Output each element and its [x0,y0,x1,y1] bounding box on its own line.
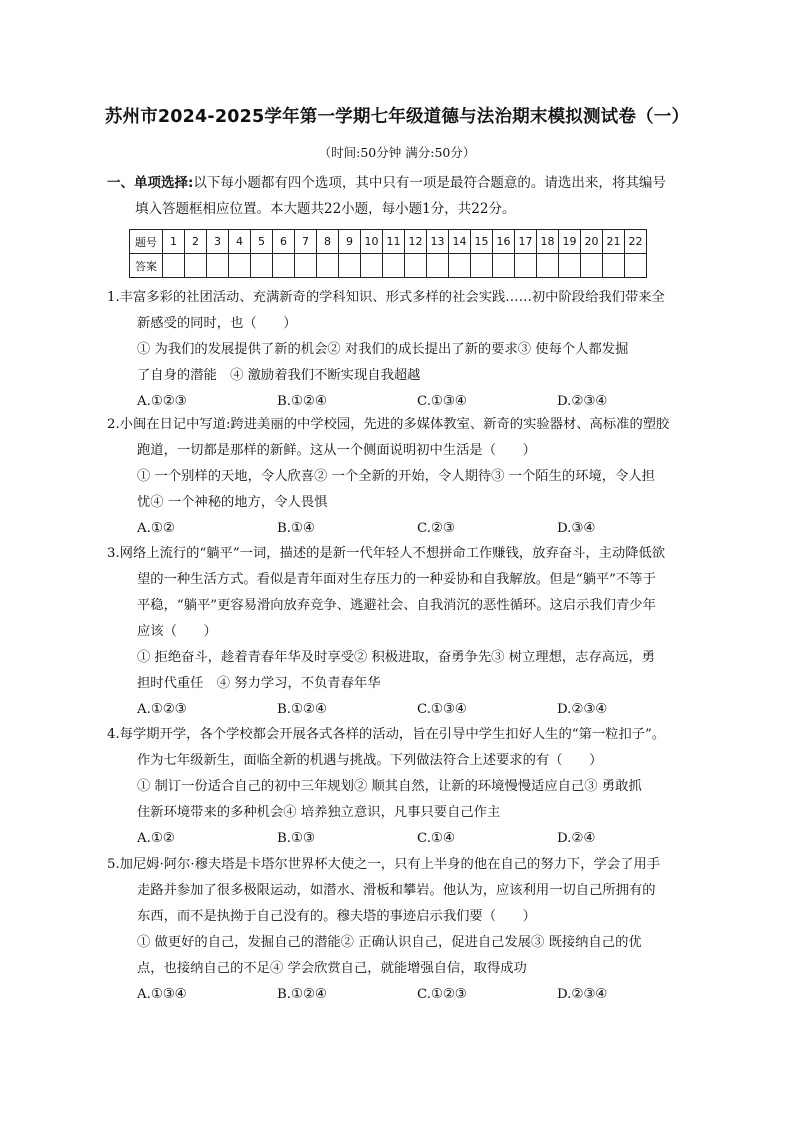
option-a[interactable]: A.①③④ [137,987,187,1002]
section-text-1: 以下每小题都有四个选项，其中只有一项是最符合题意的。请选出来，将其编号 [193,175,666,191]
question-3 [107,541,697,723]
answer-cell-19[interactable] [559,254,581,278]
question-text-line: 望的一种生活方式。看似是青年面对生存压力的一种妥协和自我解放。但是“躺平”不等于 [137,572,656,587]
section-heading: 一、单项选择: [107,175,194,191]
answer-grid-number-4: 4 [229,230,251,254]
answer-cell-1[interactable] [163,254,185,278]
answer-options [107,697,697,723]
question-statement-line: ① 做更好的自己，发掘自己的潜能② 正确认识自己，促进自己发展③ 既接纳自己的优 [137,935,642,950]
option-d[interactable]: D.②③④ [557,987,608,1002]
answer-grid-number-12: 12 [405,230,427,254]
answer-grid-number-15: 15 [471,230,493,254]
question-statement-line: 了自身的潜能 ④ 激励着我们不断实现自我超越 [137,368,421,383]
question-text-line: 走路并参加了很多极限运动，如潜水、滑板和攀岩。他认为，应该利用一切自己所拥有的 [137,883,656,898]
answer-cell-9[interactable] [339,254,361,278]
option-b[interactable]: B.①②④ [277,987,327,1002]
answer-grid-number-1: 1 [163,230,185,254]
answer-grid-number-21: 21 [603,230,625,254]
answer-cell-3[interactable] [207,254,229,278]
answer-cell-11[interactable] [383,254,405,278]
option-b[interactable]: B.①③ [277,831,315,846]
option-c[interactable]: C.①③④ [417,394,467,409]
answer-cell-16[interactable] [493,254,515,278]
answer-cell-13[interactable] [427,254,449,278]
answer-cell-14[interactable] [449,254,471,278]
answer-grid-number-19: 19 [559,230,581,254]
option-c[interactable]: C.②③ [417,521,455,536]
answer-grid-number-row [130,230,647,254]
question-text-line: 作为七年级新生，面临全新的机遇与挑战。下列做法符合上述要求的有（ ） [137,753,603,768]
answer-cell-10[interactable] [361,254,383,278]
question-text-line: 跑道，一切都是那样的新鲜。这从一个侧面说明初中生活是（ ） [137,443,536,458]
question-statement-line: ① 为我们的发展提供了新的机会② 对我们的成长提出了新的要求③ 使每个人都发掘 [137,342,629,357]
section-text-2: 填入答题框相应位置。本大题共22小题，每小题1分，共22分。 [135,201,516,217]
option-a[interactable]: A.①②③ [137,702,187,717]
option-b[interactable]: B.①④ [277,521,315,536]
option-d[interactable]: D.③④ [557,521,596,536]
answer-cell-7[interactable] [295,254,317,278]
option-c[interactable]: C.①②③ [417,987,467,1002]
question-text-line: 5.加尼姆·阿尔·穆夫塔是卡塔尔世界杯大使之一，只有上半身的他在自己的努力下，学会了用手 [107,857,661,872]
question-text-line: 东西，而不是执拗于自己没有的。穆夫塔的事迹启示我们要（ ） [137,909,536,924]
question-1 [107,285,697,415]
question-text-line: 1.丰富多彩的社团活动、充满新奇的学科知识、形式多样的社会实践……初中阶段给我们带来全 [107,290,665,305]
option-a[interactable]: A.①② [137,521,175,536]
answer-grid-answer-row [130,254,647,278]
question-text-line: 新感受的同时，也（ ） [137,316,297,331]
answer-grid-number-20: 20 [581,230,603,254]
answer-grid-answer-label: 答案 [130,254,163,278]
question-2 [107,412,697,542]
answer-grid-number-10: 10 [361,230,383,254]
answer-grid-number-18: 18 [537,230,559,254]
answer-cell-8[interactable] [317,254,339,278]
answer-cell-2[interactable] [185,254,207,278]
answer-grid-number-14: 14 [449,230,471,254]
answer-grid-number-6: 6 [273,230,295,254]
question-5 [107,852,697,1008]
answer-grid-number-3: 3 [207,230,229,254]
option-a[interactable]: A.①② [137,831,175,846]
answer-cell-20[interactable] [581,254,603,278]
question-text-line: 应该（ ） [137,624,217,639]
page-title: 苏州市2024-2025学年第一学期七年级道德与法治期末模拟测试卷（一） [104,107,690,127]
answer-grid-number-5: 5 [251,230,273,254]
question-statement-line: 担时代重任 ④ 努力学习，不负青春年华 [137,676,381,691]
question-statement-line: ① 拒绝奋斗，趁着青春年华及时享受② 积极进取，奋勇争先③ 树立理想，志存高远，勇 [137,650,655,665]
option-d[interactable]: D.②④ [557,831,596,846]
question-statement-line: 点，也接纳自己的不足④ 学会欣赏自己，就能增强自信，取得成功 [137,961,527,976]
answer-cell-18[interactable] [537,254,559,278]
section-instructions [107,170,697,222]
answer-cell-4[interactable] [229,254,251,278]
answer-cell-5[interactable] [251,254,273,278]
question-text-line: 2.小闽在日记中写道:跨进美丽的中学校园，先进的多媒体教室、新奇的实验器材、高标准的塑胶 [107,417,670,432]
question-statement-line: 忧④ 一个神秘的地方，令人畏惧 [137,495,328,510]
answer-grid-number-22: 22 [625,230,647,254]
answer-options [107,826,697,852]
answer-grid-number-17: 17 [515,230,537,254]
question-text-line: 4.每学期开学，各个学校都会开展各式各样的活动，旨在引导中学生扣好人生的“第一粒扣子”。 [107,727,666,742]
option-a[interactable]: A.①②③ [137,394,187,409]
option-d[interactable]: D.②③④ [557,394,608,409]
option-d[interactable]: D.②③④ [557,702,608,717]
answer-grid-number-label: 题号 [130,230,163,254]
answer-cell-21[interactable] [603,254,625,278]
question-text-line: 平稳，“躺平”更容易滑向放弃竞争、逃避社会、自我消沉的恶性循环。这启示我们青少年 [137,598,656,613]
option-b[interactable]: B.①②④ [277,394,327,409]
exam-time-info: （时间:50分钟 满分:50分） [318,145,476,160]
question-statement-line: ① 一个别样的天地，令人欣喜② 一个全新的开始，令人期待③ 一个陌生的环境，令人担 [137,469,655,484]
answer-cell-17[interactable] [515,254,537,278]
answer-grid-number-2: 2 [185,230,207,254]
question-text-line: 3.网络上流行的“躺平”一词，描述的是新一代年轻人不想拼命工作赚钱，放弃奋斗，主动降低欲 [107,546,666,561]
option-b[interactable]: B.①②④ [277,702,327,717]
answer-grid-number-16: 16 [493,230,515,254]
question-statement-line: 住新环境带来的多种机会④ 培养独立意识，凡事只要自己作主 [137,805,501,820]
answer-grid-number-11: 11 [383,230,405,254]
answer-grid-number-7: 7 [295,230,317,254]
answer-grid-number-8: 8 [317,230,339,254]
answer-options [107,982,697,1008]
answer-options [107,516,697,542]
answer-cell-6[interactable] [273,254,295,278]
question-4 [107,722,697,852]
answer-cell-12[interactable] [405,254,427,278]
question-statement-line: ① 制订一份适合自己的初中三年规划② 顺其自然，让新的环境慢慢适应自己③ 勇敢抓 [137,779,642,794]
option-c[interactable]: C.①④ [417,831,455,846]
answer-cell-22[interactable] [625,254,647,278]
answer-cell-15[interactable] [471,254,493,278]
answer-grid-number-13: 13 [427,230,449,254]
option-c[interactable]: C.①③④ [417,702,467,717]
answer-grid-number-9: 9 [339,230,361,254]
answer-grid [129,229,647,278]
